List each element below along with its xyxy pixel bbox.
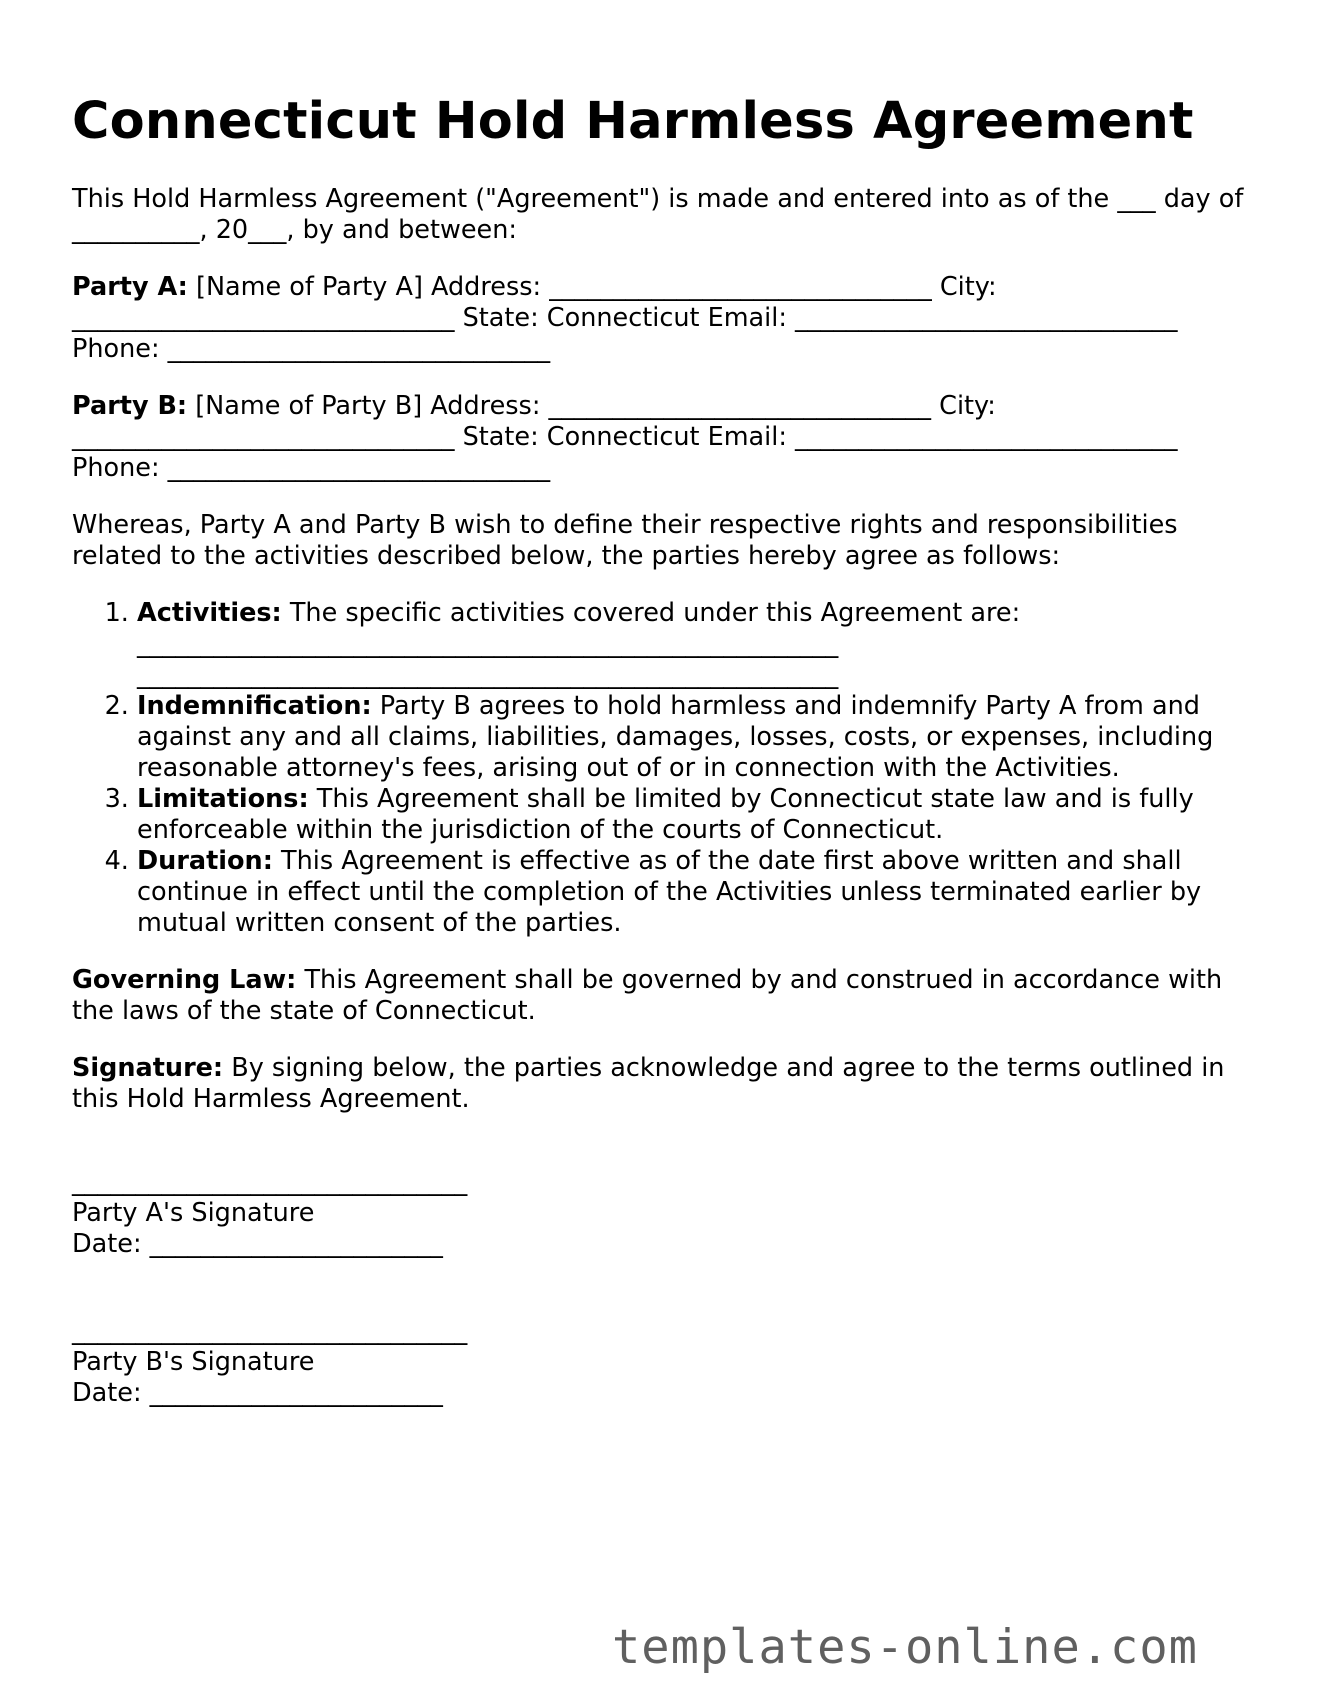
intro-paragraph: This Hold Harmless Agreement ("Agreement") is made and entered into as of the ___ day of __________, 20___, by and between: [72,184,1244,245]
term-label: Activities: [137,598,282,628]
term-text: Party B agrees to hold harmless and indemnify Party A from and against any and all claims, liabilities, damages, losses, costs, or expenses, including reasonable attorney's fees, arising out of or in connection with the Activities. [137,691,1214,783]
governing-law-text: This Agreement shall be governed by and construed in accordance with the laws of the state of Connecticut. [72,965,1223,1026]
term-label: Limitations: [137,784,309,814]
signature-label: Signature: [72,1053,224,1083]
terms-list [72,598,1252,939]
signature-caption: Party B's Signature [72,1347,315,1377]
party-b-label: Party B: [72,391,188,421]
term-duration [137,846,1252,939]
term-text: This Agreement is effective as of the date first above written and shall continue in effect until the completion of the Activities unless terminated earlier by mutual written consent of the parties. [137,846,1202,938]
term-label: Indemnification: [137,691,372,721]
party-a-label: Party A: [72,272,188,302]
party-b-block [72,391,1252,484]
signature-line: _______________________________ [72,1167,468,1197]
signature-date: Date: _______________________ [72,1378,443,1408]
signature-caption: Party A's Signature [72,1198,315,1228]
party-b-details: [Name of Party B] Address: ______________________________ City: ______________________________ State: Connecticut Email: ______________________________ Phone: ______________________________ [72,391,1178,483]
party-a-details: [Name of Party A] Address: ______________________________ City: ______________________________ State: Connecticut Email: ______________________________ Phone: ______________________________ [72,272,1178,364]
term-label: Duration: [137,846,273,876]
party-a-signature-block [72,1167,1252,1260]
term-activities [137,598,1252,691]
signature-text: By signing below, the parties acknowledge and agree to the terms outlined in this Hold Harmless Agreement. [72,1053,1225,1114]
activities-blank-line-2: _______________________________________________________ [137,660,839,690]
party-b-signature-block [72,1316,1252,1409]
governing-law-label: Governing Law: [72,965,297,995]
activities-blank-line-1: _______________________________________________________ [137,629,839,659]
signature-date: Date: _______________________ [72,1229,443,1259]
term-text: This Agreement shall be limited by Connecticut state law and is fully enforceable within the jurisdiction of the courts of Connecticut. [137,784,1194,845]
term-text: The specific activities covered under this Agreement are: [281,598,1021,628]
governing-law-paragraph [72,965,1252,1027]
document-page [72,90,1252,1439]
signature-paragraph [72,1053,1252,1115]
signature-line: _______________________________ [72,1316,468,1346]
party-a-block [72,272,1252,365]
whereas-paragraph: Whereas, Party A and Party B wish to define their respective rights and responsibilities related to the activities described below, the parties hereby agree as follows: [72,510,1178,571]
watermark: templates-online.com [612,1620,1198,1675]
term-limitations [137,784,1252,846]
term-indemnification [137,691,1252,784]
document-title: Connecticut Hold Harmless Agreement [72,92,1194,151]
